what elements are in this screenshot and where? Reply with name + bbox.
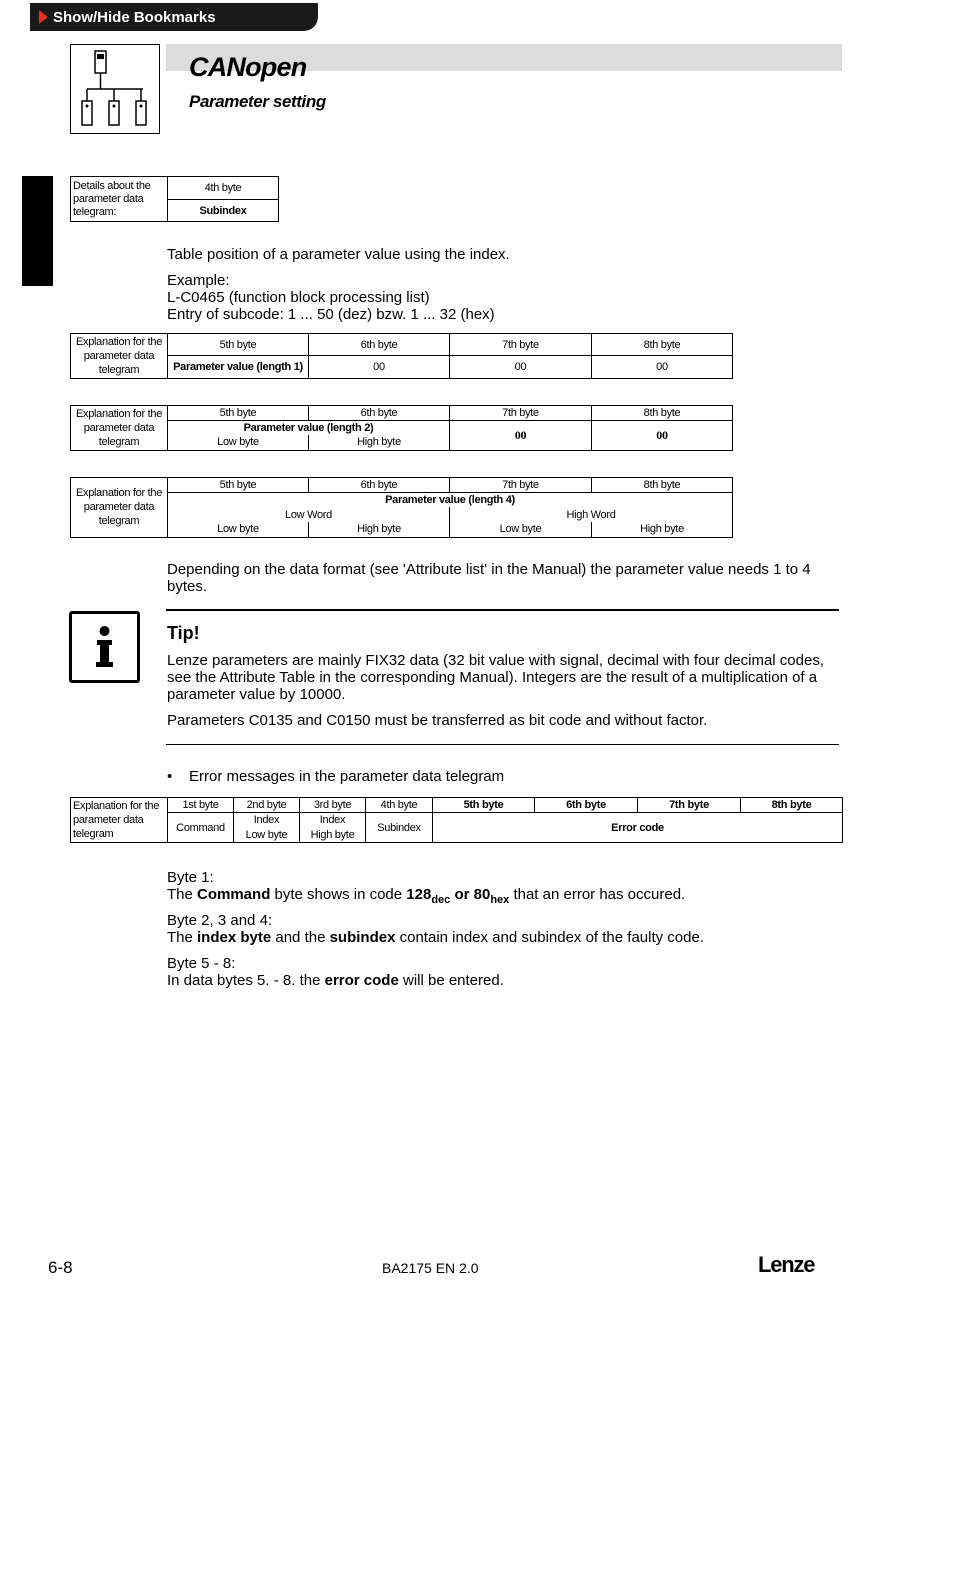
table-label: Explanation for the parameter data telegram (71, 406, 168, 451)
page-subtitle: Parameter setting (189, 92, 326, 111)
subindex-cell: Subindex (366, 813, 433, 843)
high-word-cell: High Word (450, 507, 733, 522)
byte-header: 5th byte (168, 334, 309, 356)
low-byte-cell: Low byte (234, 828, 300, 843)
byte-header: 2nd byte (234, 798, 300, 813)
text-span: The (167, 886, 198, 903)
byte2-text (167, 929, 704, 946)
byte-header: 4th byte (366, 798, 433, 813)
table-label: Details about the parameter data telegram: (71, 177, 168, 222)
text-span: and the (271, 929, 330, 946)
table-label: Explanation for the parameter data telegram (71, 334, 168, 379)
table-label: Explanation for the parameter data telegram (71, 798, 168, 843)
low-byte-cell: Low byte (168, 435, 309, 450)
low-byte-cell: Low byte (450, 522, 592, 537)
document-id: BA2175 EN 2.0 (382, 1260, 479, 1276)
high-byte-cell: High byte (309, 522, 450, 537)
show-hide-bookmarks-button[interactable] (30, 3, 318, 31)
length2-table (70, 405, 733, 451)
table-cell: 00 (592, 421, 733, 451)
format-note: Depending on the data format (see 'Attribute list' in the Manual) the parameter value needs 1 to 4 bytes. (167, 561, 811, 595)
table-cell: 00 (309, 356, 450, 379)
byte-header: 7th byte (450, 334, 592, 356)
tip-paragraph: Lenze parameters are mainly FIX32 data (32 bit value with signal, decimal with four decimal codes, see the Attribute Table in the corresponding Manual). Integers are the result of a multiplication of a parameter value by 10000. (167, 652, 824, 703)
byte-header: 3rd byte (300, 798, 366, 813)
length1-table (70, 333, 733, 379)
table-label: Explanation for the parameter data telegram (71, 478, 168, 538)
bold-term: index byte (197, 929, 272, 946)
table-cell: 00 (450, 421, 592, 451)
tip-top-rule (166, 609, 839, 611)
example-line: Entry of subcode: 1 ... 50 (dez) bzw. 1 ... 32 (hex) (167, 306, 495, 323)
network-icon (70, 44, 160, 134)
low-word-cell: Low Word (168, 507, 450, 522)
high-byte-cell: High byte (300, 828, 366, 843)
bold-term: Command (197, 886, 271, 903)
tip-title: Tip! (167, 623, 200, 643)
byte-header: 6th byte (535, 798, 638, 813)
byte-header: 6th byte (309, 478, 450, 493)
error-code-cell: Error code (433, 813, 843, 843)
byte1-heading: Byte 1: (167, 869, 214, 886)
text-span: will be entered. (398, 972, 504, 989)
example-line: L-C0465 (function block processing list) (167, 289, 430, 306)
text-span: byte shows in code (270, 886, 407, 903)
lenze-logo: Lenze (758, 1252, 815, 1277)
section-tab-marker (22, 176, 53, 286)
byte-header: 5th byte (433, 798, 535, 813)
bold-term: subindex (329, 929, 396, 946)
byte-header: 6th byte (309, 334, 450, 356)
byte5-heading: Byte 5 - 8: (167, 955, 236, 972)
intro-text: Table position of a parameter value using the index. (167, 246, 510, 263)
text-span: The (167, 929, 198, 946)
text-span: contain index and subindex of the faulty code. (395, 929, 705, 946)
low-byte-cell: Low byte (168, 522, 309, 537)
command-cell: Command (168, 813, 234, 843)
byte-header: 7th byte (450, 478, 592, 493)
byte-header: 7th byte (638, 798, 741, 813)
bookmarks-label: Show/Hide Bookmarks (53, 8, 216, 26)
index-cell: Index (300, 813, 366, 828)
table-cell: Subindex (168, 200, 279, 222)
triangle-right-icon (39, 10, 48, 24)
byte-header: 8th byte (592, 478, 733, 493)
byte-header: 5th byte (168, 406, 309, 421)
byte1-text (167, 886, 685, 909)
tip-paragraph: Parameters C0135 and C0150 must be transferred as bit code and without factor. (167, 712, 708, 729)
code-subscript: hex (490, 894, 510, 906)
byte-header: 4th byte (168, 177, 279, 200)
length4-table (70, 477, 733, 538)
info-icon (69, 611, 140, 683)
subindex-table (70, 176, 279, 222)
code-subscript: dec (431, 894, 451, 906)
byte5-text (167, 972, 504, 989)
page-number: 6-8 (48, 1258, 73, 1277)
error-table (70, 797, 843, 843)
tip-bottom-rule (166, 744, 839, 745)
page-title: CANopen (189, 52, 307, 82)
byte-header: 8th byte (592, 406, 733, 421)
table-cell: 00 (592, 356, 733, 379)
byte2-heading: Byte 2, 3 and 4: (167, 912, 273, 929)
byte-header: 5th byte (168, 478, 309, 493)
table-cell: Parameter value (length 1) (168, 356, 309, 379)
code-value: or 80 (450, 886, 491, 903)
text-span: that an error has occured. (509, 886, 686, 903)
bold-term: error code (324, 972, 399, 989)
byte-header: 7th byte (450, 406, 592, 421)
byte-header: 8th byte (592, 334, 733, 356)
bullet-text: Error messages in the parameter data telegram (189, 768, 505, 785)
span-cell: Parameter value (length 4) (168, 493, 733, 508)
table-cell: 00 (450, 356, 592, 379)
example-heading: Example: (167, 272, 230, 289)
high-byte-cell: High byte (309, 435, 450, 450)
byte-header: 8th byte (741, 798, 843, 813)
byte-header: 6th byte (309, 406, 450, 421)
span-cell: Parameter value (length 2) (168, 421, 450, 436)
high-byte-cell: High byte (592, 522, 733, 537)
index-cell: Index (234, 813, 300, 828)
code-value: 128 (406, 886, 432, 903)
byte-header: 1st byte (168, 798, 234, 813)
text-span: In data bytes 5. - 8. the (167, 972, 325, 989)
bullet-dot: • (167, 768, 173, 785)
